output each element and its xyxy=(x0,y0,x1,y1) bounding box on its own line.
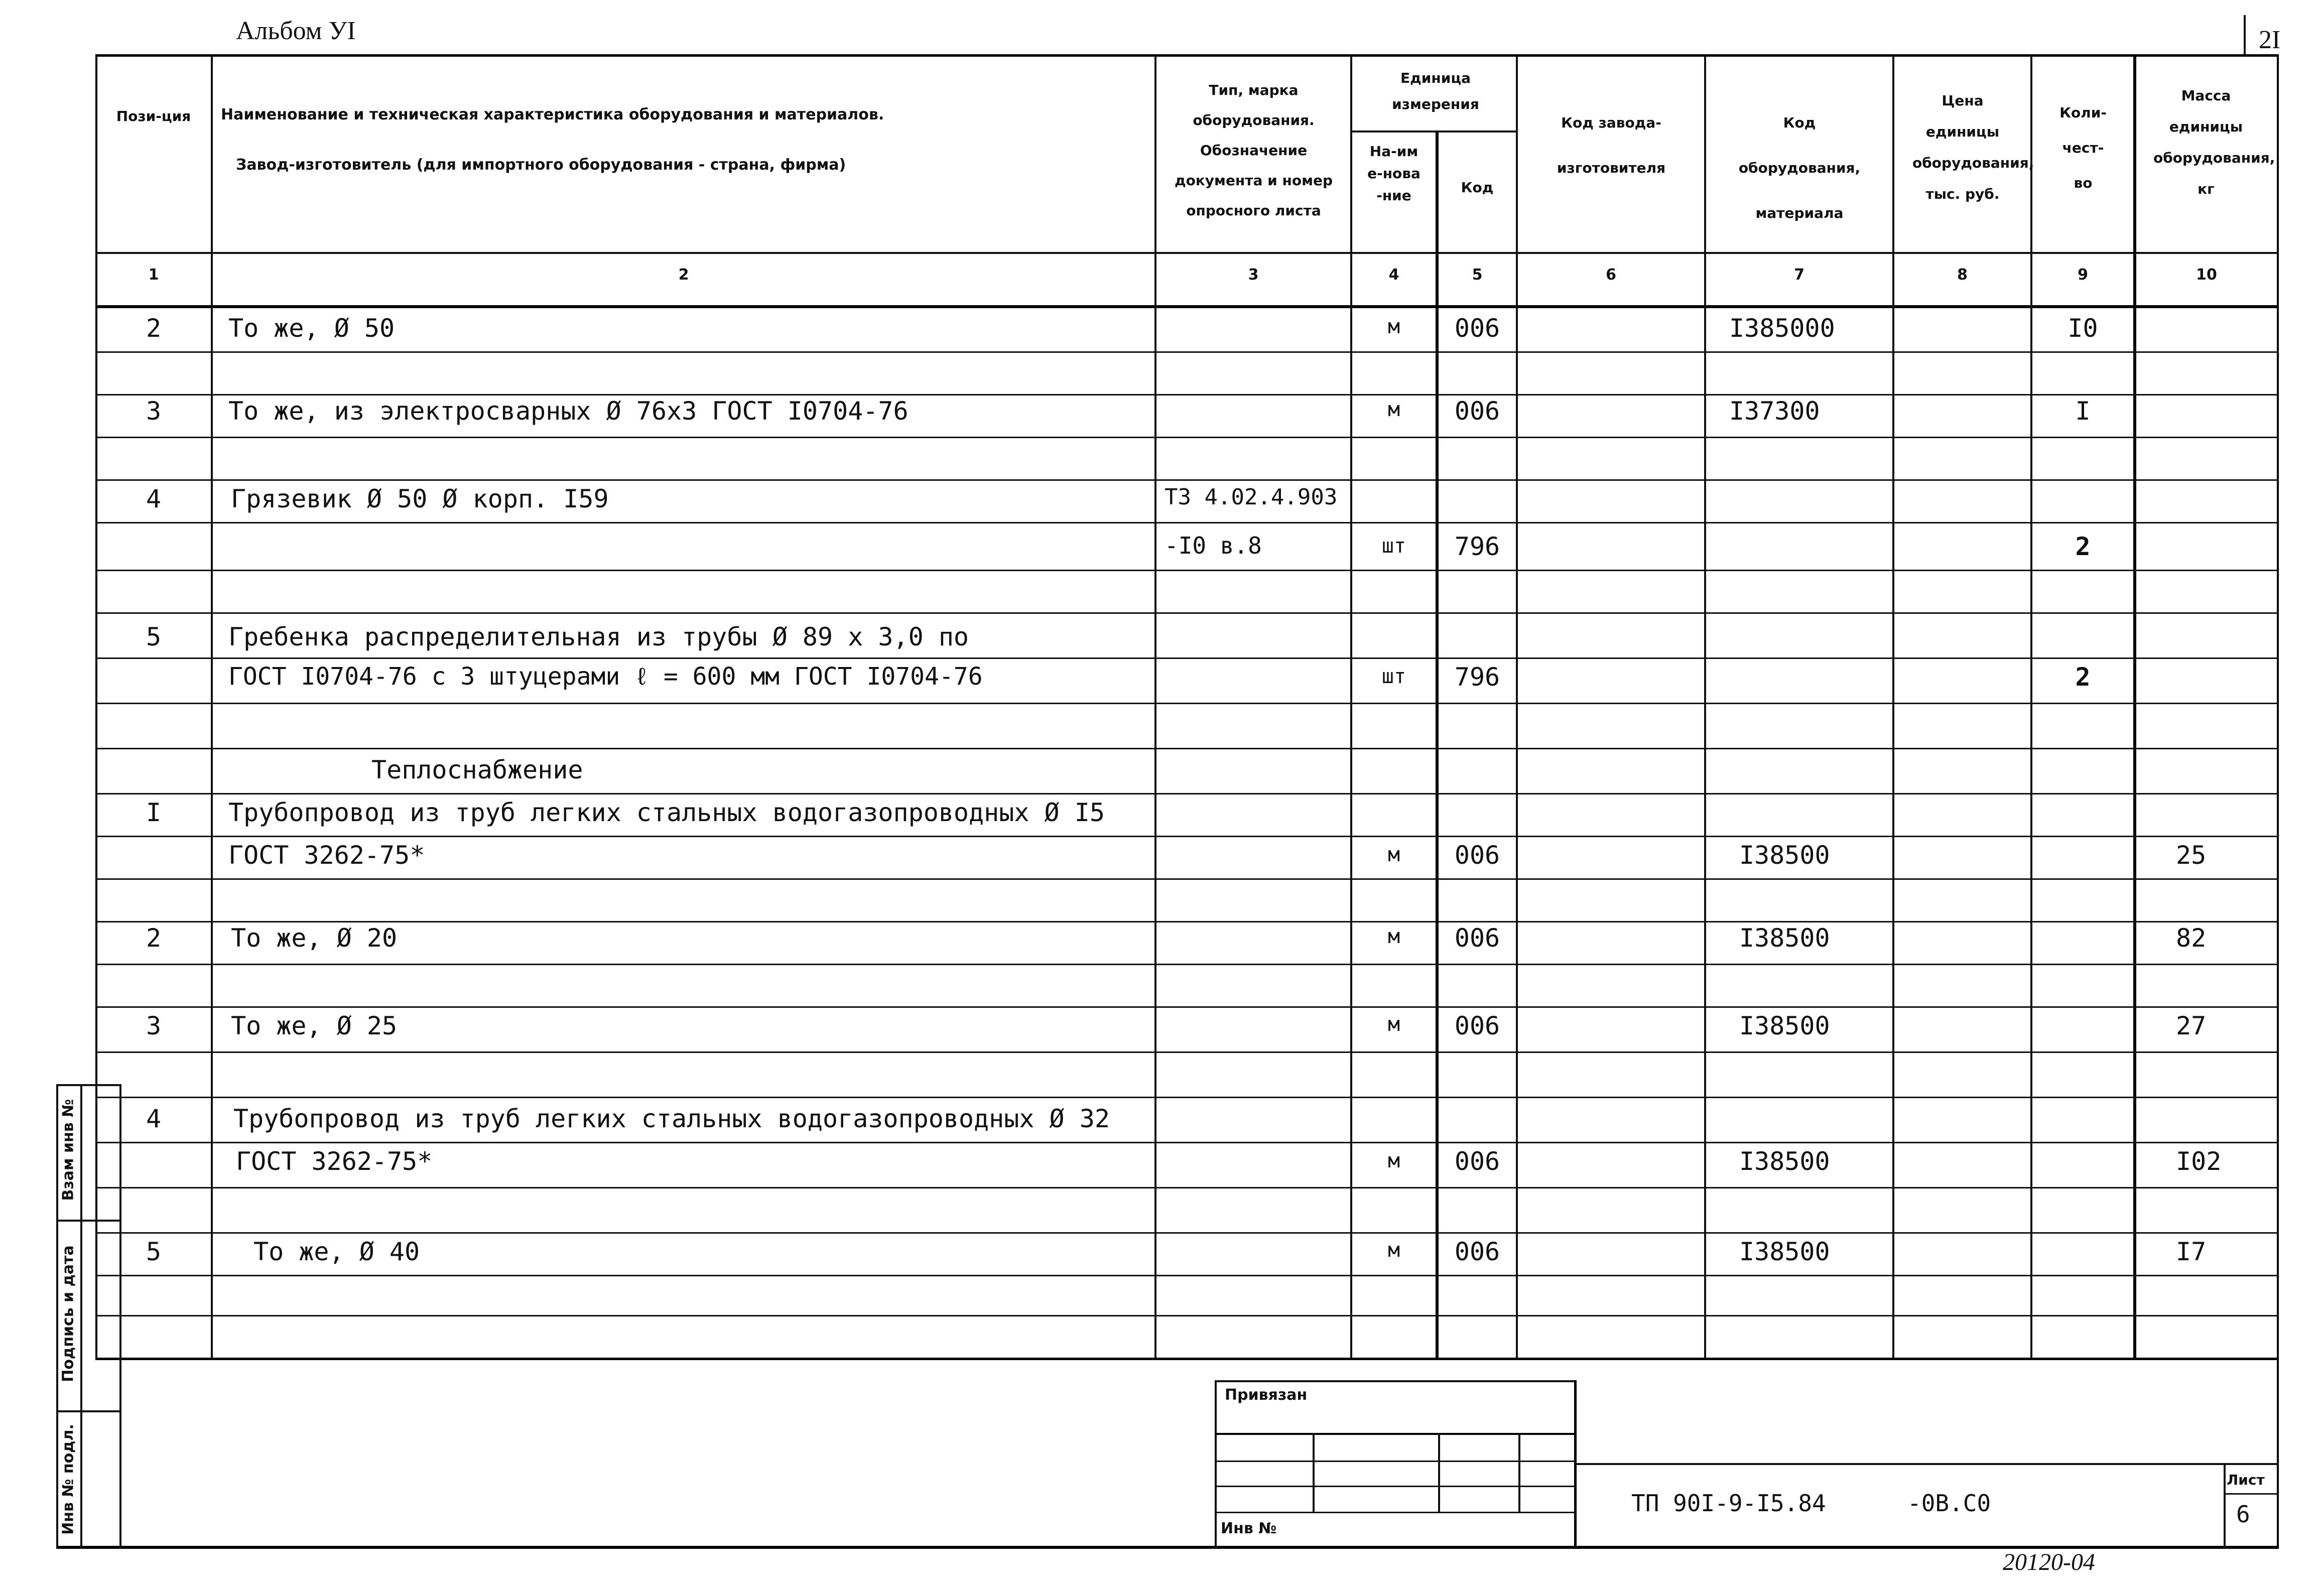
table-row-unit: м xyxy=(1387,843,1400,866)
colnum-5: 5 xyxy=(1472,266,1483,284)
stamp-list-label: Лист xyxy=(2227,1472,2265,1488)
side-label-inv: Инв № подл. xyxy=(59,1424,77,1535)
colnum-3: 3 xyxy=(1248,266,1259,284)
col-line-2 xyxy=(1154,54,1156,1359)
table-row-pos: 5 xyxy=(146,622,162,651)
colnum-8: 8 xyxy=(1957,266,1968,284)
col-line-8 xyxy=(2030,54,2032,1359)
stamp-v-3 xyxy=(1518,1433,1520,1513)
stamp-v-2 xyxy=(1438,1433,1440,1513)
row-line xyxy=(95,522,2279,523)
table-row-name: То же, Ø 40 xyxy=(253,1237,420,1266)
table-row-unit: м xyxy=(1387,398,1400,421)
col-line-5 xyxy=(1516,54,1518,1359)
table-row-pos: 5 xyxy=(146,1237,162,1266)
stamp-inv-no: Инв № xyxy=(1221,1520,1277,1537)
table-row-pos: I xyxy=(146,798,162,827)
side-strip-inner xyxy=(80,1084,82,1549)
table-row-qty: I0 xyxy=(2068,314,2098,343)
header-name-line2: Завод-изготовитель (для импортного оборудования - страна, фирма) xyxy=(236,156,846,174)
table-row-pos: 4 xyxy=(146,484,162,513)
table-row-code: I38500 xyxy=(1739,1147,1830,1176)
row-line xyxy=(95,657,2279,659)
header-position-text: Пози-ция xyxy=(116,108,191,124)
side-label-vzam: Взам инв № xyxy=(59,1099,77,1201)
table-row-ucode: 796 xyxy=(1454,663,1500,692)
table-row-qty: 2 xyxy=(2075,663,2091,692)
side-strip-top xyxy=(56,1084,120,1086)
row-line xyxy=(95,612,2279,614)
table-bottom-line xyxy=(95,1358,2279,1360)
colnum-1: 1 xyxy=(148,266,159,284)
stamp-line-3 xyxy=(1215,1486,1576,1487)
colnum-bottom-line xyxy=(95,305,2279,308)
row-line xyxy=(95,703,2279,704)
row-line xyxy=(95,1142,2279,1143)
row-line xyxy=(95,1275,2279,1276)
table-row-ucode: 006 xyxy=(1454,923,1500,953)
table-row-mass: I7 xyxy=(2176,1237,2207,1266)
header-unit-group: Единица измерения xyxy=(1392,70,1479,112)
frame-right xyxy=(2277,54,2279,1549)
side-strip-outer xyxy=(119,1084,121,1549)
header-position xyxy=(96,100,211,133)
colnum-4: 4 xyxy=(1388,266,1399,284)
table-row-pos: 2 xyxy=(146,923,162,953)
stamp-privyazan: Привязан xyxy=(1225,1386,1308,1404)
row-line xyxy=(95,1097,2279,1098)
table-row-unit: м xyxy=(1387,1149,1400,1172)
table-row-code: I38500 xyxy=(1739,1237,1830,1266)
table-row-pos: 3 xyxy=(146,1011,162,1040)
stamp-v-1 xyxy=(1313,1433,1315,1513)
table-row-ucode: 006 xyxy=(1454,1011,1500,1040)
table-row-code: I38500 xyxy=(1739,841,1830,870)
table-row-type: Т3 4.02.4.903 xyxy=(1165,484,1338,510)
header-equipment-code: Код оборудования, материала xyxy=(1738,114,1861,221)
table-row-ucode: 006 xyxy=(1454,314,1500,343)
colnum-6: 6 xyxy=(1606,266,1616,284)
header-type: Тип, марка оборудования. Обозначение документа и номер опросного листа xyxy=(1174,82,1333,219)
table-row-unit: м xyxy=(1387,315,1400,338)
table-row-name: То же, Ø 20 xyxy=(231,923,398,953)
row-line xyxy=(95,921,2279,922)
stamp-doc-suffix: -0В.С0 xyxy=(1907,1490,1991,1517)
table-row-ucode: 006 xyxy=(1454,1237,1500,1266)
colnum-9: 9 xyxy=(2078,266,2088,284)
stamp-doc-code: ТП 90I-9-I5.84 xyxy=(1631,1490,1826,1517)
corner-divider xyxy=(2244,15,2246,55)
header-price: Цена единицы оборудования, тыс. руб. xyxy=(1912,92,2034,202)
table-row-mass: 25 xyxy=(2176,841,2207,870)
row-line xyxy=(95,1187,2279,1188)
col-line-7 xyxy=(1892,54,1894,1359)
header-unit-code: Код xyxy=(1461,179,1494,196)
row-line xyxy=(95,748,2279,749)
table-row-name: То же, Ø 50 xyxy=(228,314,395,343)
row-line xyxy=(95,878,2279,880)
row-line xyxy=(95,437,2279,438)
row-line xyxy=(95,1051,2279,1053)
table-row-ucode: 006 xyxy=(1454,841,1500,870)
table-row-name: ГОСТ 3262-75* xyxy=(228,841,425,870)
stamp-top-line xyxy=(1215,1380,1576,1382)
table-row-name: Трубопровод из труб легких стальных водогазопроводных Ø I5 xyxy=(228,798,1105,827)
table-row-code: I38500 xyxy=(1739,1011,1830,1040)
table-row-name: Гребенка распределительная из трубы Ø 89 х 3,0 по xyxy=(228,622,969,651)
col-line-6 xyxy=(1704,54,1706,1359)
row-line xyxy=(95,964,2279,965)
table-row-type: -I0 в.8 xyxy=(1165,532,1262,559)
table-row-ucode: 006 xyxy=(1454,396,1500,426)
table-row-name: ГОСТ 3262-75* xyxy=(236,1147,433,1176)
side-label-podpis: Подпись и дата xyxy=(59,1245,77,1382)
row-line xyxy=(95,836,2279,837)
unit-group-line xyxy=(1350,130,1516,133)
col-line-9 xyxy=(2133,54,2136,1359)
header-name-line1: Наименование и техническая характеристика оборудования и материалов. xyxy=(221,106,884,123)
table-row-unit: м xyxy=(1387,1013,1400,1036)
table-row-code: I37300 xyxy=(1729,396,1820,426)
row-line xyxy=(95,1315,2279,1316)
stamp-list-number: 6 xyxy=(2236,1501,2250,1528)
row-line xyxy=(95,1006,2279,1008)
row-line xyxy=(95,351,2279,353)
table-row-ucode: 006 xyxy=(1454,1147,1500,1176)
table-row-name: Трубопровод из труб легких стальных водогазопроводных Ø 32 xyxy=(233,1104,1110,1133)
header-unit-name: На-име-нова-ние xyxy=(1367,143,1421,204)
stamp-line-2 xyxy=(1215,1461,1576,1462)
header-factory-code: Код завода-изготовителя xyxy=(1557,114,1666,176)
colnum-10: 10 xyxy=(2196,266,2217,284)
stamp-line-4 xyxy=(1215,1512,1576,1513)
table-row-mass: 27 xyxy=(2176,1011,2207,1040)
frame-top xyxy=(95,54,2279,57)
table-row-name: ГОСТ I0704-76 с 3 штуцерами ℓ = 600 мм ГОСТ I0704-76 xyxy=(228,663,983,691)
row-line xyxy=(95,570,2279,571)
table-row-code: I38500 xyxy=(1739,923,1830,953)
album-title: Альбом УI xyxy=(236,17,356,45)
table-row-unit: шт xyxy=(1381,535,1406,558)
table-row-pos: 2 xyxy=(146,314,162,343)
stamp-v-right xyxy=(1574,1380,1577,1549)
table-row-unit: м xyxy=(1387,925,1400,948)
side-strip-left xyxy=(56,1084,58,1549)
table-row-qty: I xyxy=(2075,396,2091,426)
stamp-right-top xyxy=(1576,1463,2279,1465)
table-row-name: Грязевик Ø 50 Ø корп. I59 xyxy=(231,484,609,513)
table-row-mass: 82 xyxy=(2176,923,2207,953)
col-line-1 xyxy=(211,54,213,1359)
table-row-mass: I02 xyxy=(2176,1147,2222,1176)
colnum-2: 2 xyxy=(678,266,689,284)
table-row-name: То же, Ø 25 xyxy=(231,1011,398,1040)
row-line xyxy=(95,394,2279,395)
stamp-list-v xyxy=(2224,1463,2226,1548)
table-row-name: То же, из электросварных Ø 76х3 ГОСТ I0704-76 xyxy=(228,396,909,426)
frame-left xyxy=(95,54,97,1359)
table-row-ucode: 796 xyxy=(1454,532,1500,561)
footer-number: 20120-04 xyxy=(2003,1549,2095,1575)
row-line xyxy=(95,793,2279,794)
table-row-unit: шт xyxy=(1381,665,1406,688)
row-line xyxy=(95,479,2279,481)
table-row-pos: 3 xyxy=(146,396,162,426)
table-row-unit: м xyxy=(1387,1239,1400,1262)
stamp-line-1 xyxy=(1215,1433,1576,1435)
frame-bottom xyxy=(58,1546,2279,1549)
sheet-corner-number: 2I xyxy=(2259,26,2281,54)
table-row-qty: 2 xyxy=(2075,532,2091,561)
side-strip-div1 xyxy=(56,1220,120,1222)
stamp-list-h xyxy=(2224,1493,2279,1495)
colnum-7: 7 xyxy=(1794,266,1804,284)
header-mass: Масса единицы оборудования, кг xyxy=(2153,87,2275,197)
stamp-v-left xyxy=(1215,1380,1217,1549)
section-heading: Теплоснабжение xyxy=(371,755,583,784)
row-line xyxy=(95,1232,2279,1234)
table-row-code: I385000 xyxy=(1729,314,1835,343)
header-quantity: Коли-чест-во xyxy=(2059,104,2107,191)
table-row-pos: 4 xyxy=(146,1104,162,1133)
header-bottom-line xyxy=(95,252,2279,254)
